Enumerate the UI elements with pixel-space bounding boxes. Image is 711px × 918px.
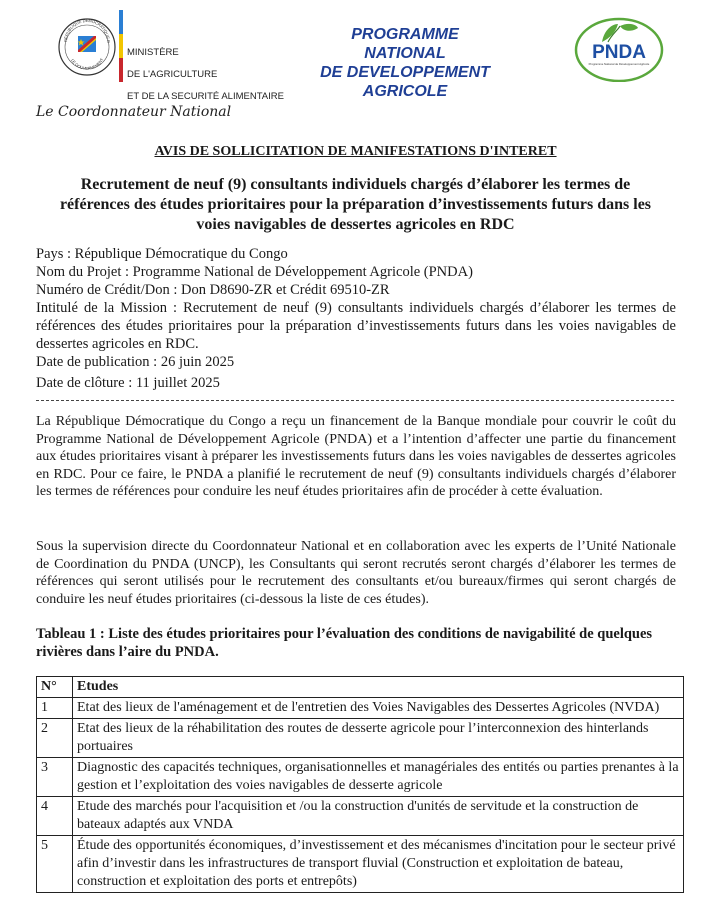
header-number: N°: [37, 677, 73, 698]
body-paragraph-2: Sous la supervision directe du Coordonnateur National et en collaboration avec les experts de l’Unité Nationale de Coordination du PNDA (UNCP), les Consultants qui seront recrutés seront chargés d’élaborer les termes de références qui seront utilisés pour le recrutement des consultants et/ou bureaux/firmes qui seront chargés de conduire les neuf études prioritaires (ci-dessous la liste de ces études).: [36, 539, 676, 607]
coordinator-signature: Le Coordonnateur National: [36, 104, 232, 120]
ministry-line: MINISTÈRE: [127, 47, 179, 58]
row-number: 1: [37, 698, 73, 719]
pnda-logo-text: PNDA: [592, 42, 646, 63]
seal-bottom-text: LE GOUVERNEMENT: [70, 57, 105, 71]
row-number: 5: [37, 836, 73, 893]
studies-table: [36, 676, 684, 893]
flag-bar: [119, 10, 123, 82]
header-etudes: Etudes: [73, 677, 684, 698]
row-study: Étude des opportunités économiques, d’investissement et des mécanismes d'incitation pour le secteur privé afin d’investir dans les infrastructures de transport fluvial (Construction et exploitation de bateau, construction et exploitation des ports et entrepôts): [73, 836, 684, 893]
meta-pays: Pays : République Démocratique du Congo: [36, 246, 288, 262]
ministry-name: [127, 36, 284, 113]
svg-text:LE GOUVERNEMENT: [70, 57, 105, 71]
seal-top-text: RÉPUBLIQUE DÉMOCRATIQUE D: [62, 17, 112, 44]
government-seal: [57, 12, 117, 82]
table-header-row: [37, 677, 684, 698]
ministry-line: DE L'AGRICULTURE: [127, 69, 218, 80]
table-row: [37, 836, 684, 893]
row-study: Etude des marchés pour l'acquisition et /ou la construction d'unités de servitude et la construction de bateaux adaptés aux VNDA: [73, 797, 684, 836]
ministry-line: ET DE LA SECURITÉ ALIMENTAIRE: [127, 91, 284, 102]
notice-subject: Recrutement de neuf (9) consultants individuels chargés d’élaborer les termes de références des études prioritaires pour la préparation d’investissements futurs dans les voies navigables de dessertes agricoles en RDC: [59, 176, 652, 233]
row-study: Diagnostic des capacités techniques, organisationnelles et managériales des entités ou parties prenantes à la gestion et l’exploitation des voies navigables de desserte agricole: [73, 758, 684, 797]
meta-credit: Numéro de Crédit/Don : Don D8690-ZR et Crédit 69510-ZR: [36, 282, 390, 298]
project-metadata: [36, 245, 676, 392]
table-row: [37, 758, 684, 797]
pnda-logo: [574, 12, 664, 82]
row-number: 2: [37, 719, 73, 758]
programme-line: DE DEVELOPPEMENT: [320, 64, 490, 81]
programme-line: AGRICOLE: [362, 83, 448, 100]
table-caption: Tableau 1 : Liste des études prioritaires pour l’évaluation des conditions de navigabilité de quelques rivières dans l’aire du PNDA.: [36, 626, 653, 660]
programme-title: [310, 25, 500, 101]
meta-projet: Nom du Projet : Programme National de Développement Agricole (PNDA): [36, 264, 473, 280]
row-study: Etat des lieux de la réhabilitation des routes de desserte agricole pour l’interconnexion des hinterlands portuaires: [73, 719, 684, 758]
notice-title: AVIS DE SOLLICITATION DE MANIFESTATIONS D'INTERET: [154, 144, 557, 159]
meta-mission: Intitulé de la Mission : Recrutement de neuf (9) consultants individuels chargés d’élaborer les termes de références des études prioritaires pour la préparation d’investissements futurs dans les voies navigables de dessertes agricoles en RDC.: [36, 300, 676, 352]
body-paragraph-1: La République Démocratique du Congo a reçu un financement de la Banque mondiale pour couvrir le coût du Programme National de Développement Agricole (PNDA) et a l’intention d’affecter une partie du financement aux études prioritaires visant à préparer les investissements futurs dans les voies navigables de dessertes agricoles en RDC. Pour ce faire, le PNDA a planifié le recrutement de neuf (9) consultants individuels chargés d’élaborer les termes de références pour conduire les neuf études prioritaires afin de procéder à cette évaluation.: [36, 414, 676, 499]
table-row: [37, 797, 684, 836]
separator: [36, 400, 674, 401]
programme-line: PROGRAMME NATIONAL: [351, 26, 459, 62]
row-study: Etat des lieux de l'aménagement et de l'entretien des Voies Navigables des Dessertes Agricoles (NVDA): [73, 698, 684, 719]
table-row: [37, 698, 684, 719]
meta-cloture: Date de clôture : 11 juillet 2025: [36, 375, 220, 391]
row-number: 4: [37, 797, 73, 836]
pnda-logo-subtext: Programme National de Développement Agricole: [588, 62, 650, 66]
row-number: 3: [37, 758, 73, 797]
table-row: [37, 719, 684, 758]
meta-publication: Date de publication : 26 juin 2025: [36, 354, 235, 370]
